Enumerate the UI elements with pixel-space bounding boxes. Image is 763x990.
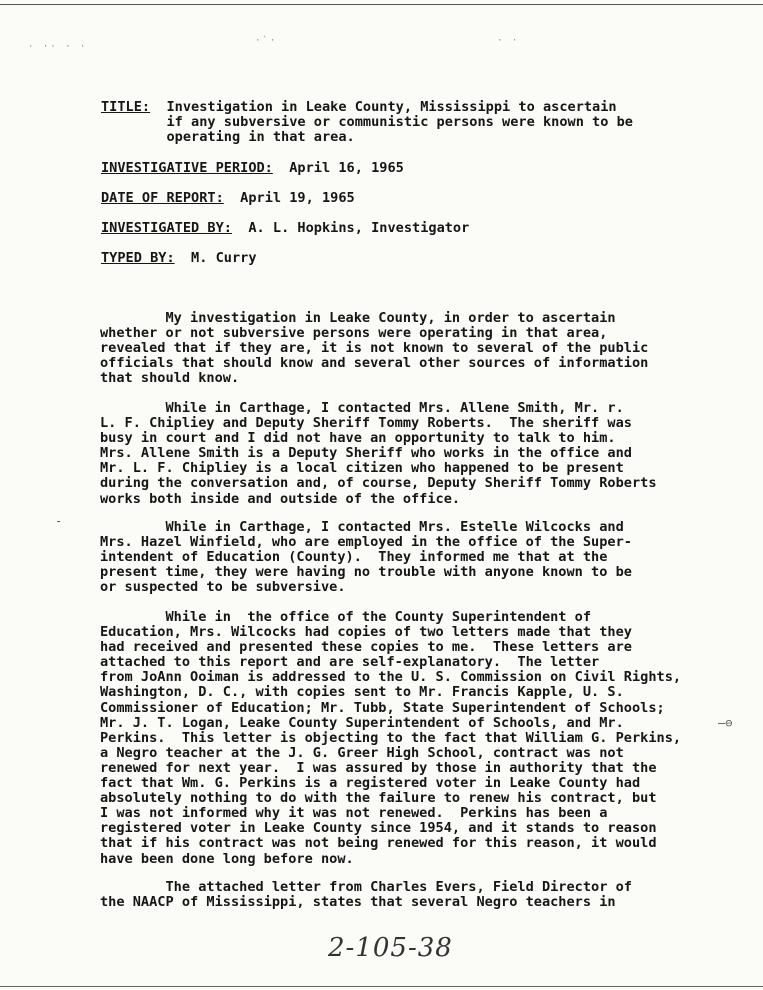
title-text: Investigation in Leake County, Mississippi to ascertain if any subversive or communistic persons were known to be operating in that area.	[166, 99, 633, 146]
body-paragraph: While in Carthage, I contacted Mrs. Allene Smith, Mr. r. L. F. Chipliey and Deputy Sheriff Tommy Roberts. The sheriff was busy in court and I did not have an opportunity to talk to him. Mrs. Allene Smith is a Deputy Sheriff who works in the office and Mr. L. F. Chipliey is a local citizen who happened to be present during the conversation and, of course, Deputy Sheriff Tommy Roberts works both inside and outside of the office.	[100, 400, 657, 507]
body-paragraph: While in Carthage, I contacted Mrs. Estelle Wilcocks and Mrs. Hazel Winfield, who are employed in the office of the Super- intendent of Education (County). They informed me that at the present time, they were having no trouble with anyone known to be or suspected to be subversive.	[100, 519, 632, 596]
top-edge-line	[0, 4, 763, 5]
period-label: INVESTIGATIVE PERIOD:	[101, 160, 273, 176]
date-label: DATE OF REPORT:	[101, 190, 224, 206]
scan-specks: · ·· · ·	[28, 42, 88, 52]
title-field	[101, 100, 633, 146]
scan-specks: ·`·	[255, 36, 278, 46]
typed-by-field	[101, 251, 257, 266]
handwritten-file-number: 2-105-38	[328, 933, 453, 963]
scan-specks: · ·	[497, 36, 520, 46]
body-paragraph: My investigation in Leake County, in order to ascertain whether or not subversive persons were operating in that area, revealed that if they are, it is not known to several of the public officials that should know and several other sources of information that should know.	[100, 310, 649, 387]
date-of-report-field	[101, 191, 355, 206]
bottom-edge-line	[0, 986, 763, 987]
investigated-by-field	[101, 221, 469, 236]
investigated-by-label: INVESTIGATED BY:	[101, 220, 232, 236]
body-paragraph: While in the office of the County Superintendent of Education, Mrs. Wilcocks had copies of two letters made that they had received and presented these copies to me. These letters are attached to this report and are self-explanatory. The letter from JoAnn Ooiman is addressed to the U. S. Commission on Civil Rights, Washington, D. C., with copies sent to Mr. Francis Kapple, U. S. Commissioner of Education; Mr. Tubb, State Superintendent of Schools; Mr. J. T. Logan, Leake County Superintendent of Schools, and Mr. Perkins. This letter is objecting to the fact that William G. Perkins, a Negro teacher at the J. G. Greer High School, contract was not renewed for next year. I was assured by those in authority that the fact that Wm. G. Perkins is a registered voter in Leake County had absolutely nothing to do with the failure to renew his contract, but I was not informed why it was not renewed. Perkins has been a registered voter in Leake County since 1954, and it stands to reason that if his contract was not being renewed for this reason, it would have been done long before now.	[100, 609, 682, 867]
typed-by-label: TYPED BY:	[101, 250, 175, 266]
period-value: April 16, 1965	[289, 160, 404, 176]
investigated-by-value: A. L. Hopkins, Investigator	[248, 220, 470, 236]
typed-by-value: M. Curry	[191, 250, 257, 266]
margin-check-mark: —⊖	[718, 716, 733, 730]
title-label: TITLE:	[101, 99, 151, 115]
date-value: April 19, 1965	[240, 190, 355, 206]
investigative-period-field	[101, 161, 404, 176]
margin-tick-mark: -	[55, 514, 63, 528]
body-paragraph: The attached letter from Charles Evers, Field Director of the NAACP of Mississippi, states that several Negro teachers in	[100, 879, 632, 911]
